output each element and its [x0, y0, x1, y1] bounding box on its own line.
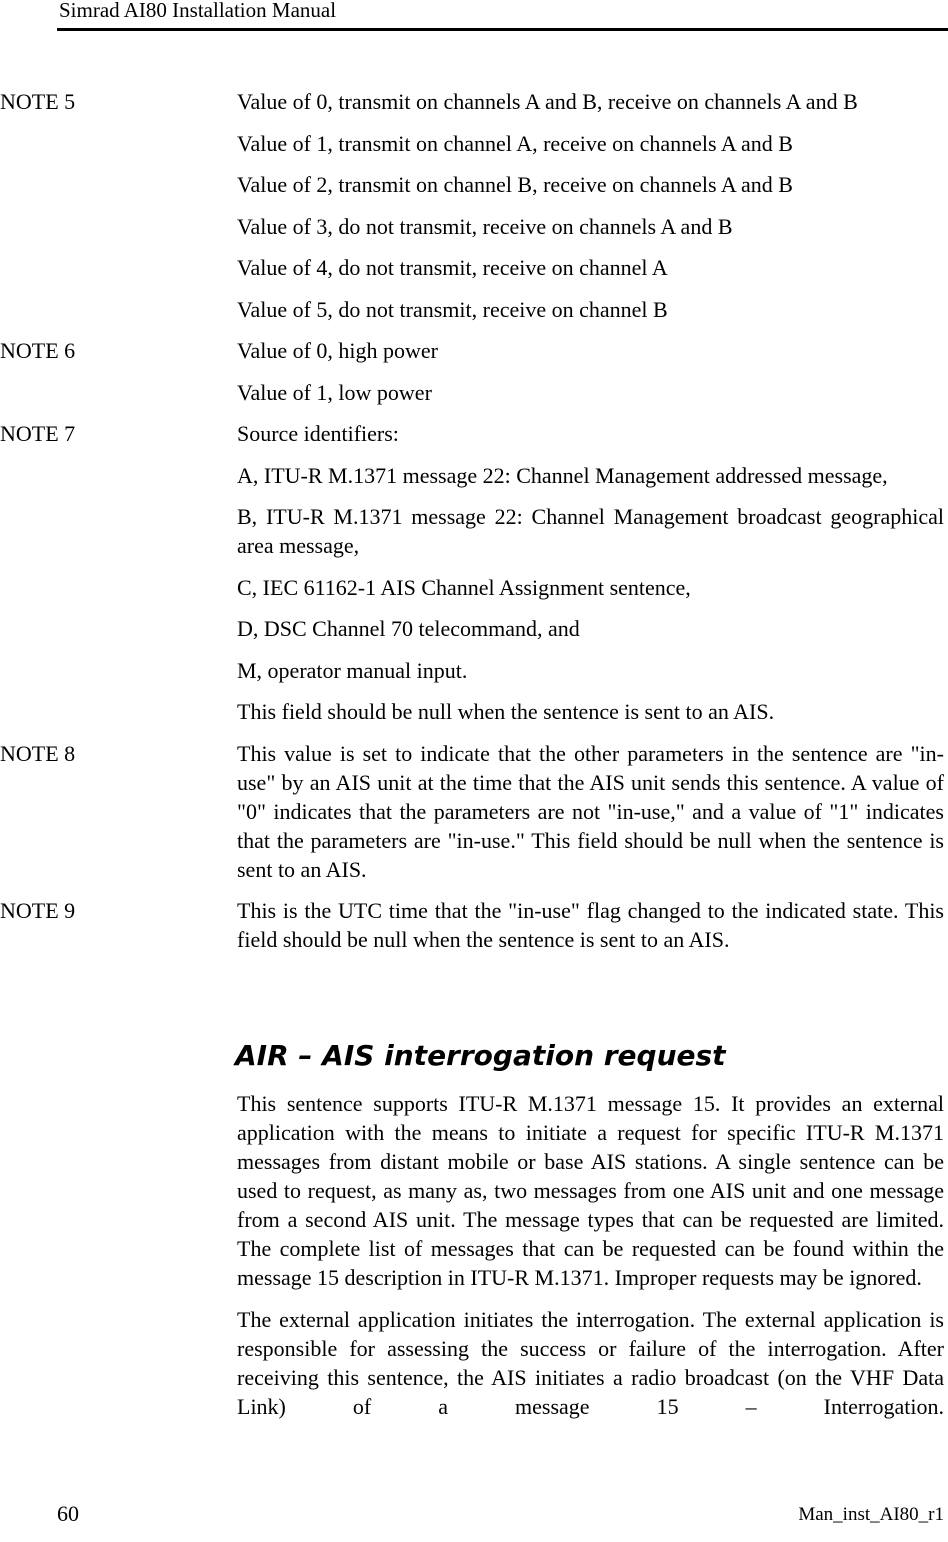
note-label: NOTE 9	[0, 898, 76, 923]
document-reference: Man_inst_AI80_r1	[798, 1504, 944, 1525]
note-paragraph: This field should be null when the sentence is sent to an AIS.	[237, 699, 775, 724]
section-heading: AIR – AIS interrogation request	[235, 1039, 726, 1072]
notes-list	[0, 87, 948, 967]
note-label: NOTE 6	[0, 338, 76, 363]
note-body	[237, 739, 944, 884]
header-title: Simrad AI80 Installation Manual	[59, 0, 337, 22]
section-body	[237, 1089, 944, 1433]
note-5	[0, 87, 948, 324]
note-paragraph: Value of 4, do not transmit, receive on channel A	[237, 255, 668, 280]
note-paragraph: This value is set to indicate that the other parameters in the sentence are "in-use" by an AIS unit at the time that the AIS unit sends this sentence. A value of "0" indicates that the parameters are not "in-use," and a value of "1" indicates that the parameters are "in-use." This field should be null when the sentence is sent to an AIS.	[237, 740, 944, 882]
note-9	[0, 896, 948, 954]
note-paragraph: Value of 3, do not transmit, receive on channels A and B	[237, 213, 733, 239]
note-paragraph: D, DSC Channel 70 telecommand, and	[237, 616, 580, 641]
note-paragraph: This is the UTC time that the "in-use" flag changed to the indicated state. This field should be null when the sentence is sent to an AIS.	[237, 898, 944, 952]
note-label: NOTE 7	[0, 421, 76, 446]
note-body	[237, 336, 944, 407]
note-paragraph: M, operator manual input.	[237, 657, 468, 683]
note-paragraph: Value of 5, do not transmit, receive on channel B	[237, 296, 668, 322]
note-paragraph: B, ITU-R M.1371 message 22: Channel Management broadcast geographical area message,	[237, 504, 944, 558]
note-label: NOTE 8	[0, 740, 76, 766]
note-body	[237, 419, 944, 726]
note-paragraph: Value of 2, transmit on channel B, receive on channels A and B	[237, 172, 793, 197]
page-number: 60	[57, 1501, 79, 1526]
note-paragraph: Value of 1, low power	[237, 379, 432, 405]
note-7	[0, 419, 948, 726]
section-paragraph: This sentence supports ITU-R M.1371 message 15. It provides an external application with the means to initiate a request for specific ITU-R M.1371 messages from distant mobile or base AIS stations. A single sentence can be used to request, as many as, two messages from one AIS unit and one message from a second AIS unit. The message types that can be requested are limited. The complete list of messages that can be requested can be found within the message 15 description in ITU-R M.1371. Improper requests may be ignored.	[237, 1091, 944, 1290]
note-paragraph: A, ITU-R M.1371 message 22: Channel Management addressed message,	[237, 462, 888, 488]
note-paragraph: Value of 0, high power	[237, 338, 439, 363]
note-body	[237, 896, 944, 954]
note-paragraph: Source identifiers:	[237, 421, 399, 446]
note-paragraph: Value of 1, transmit on channel A, receive on channels A and B	[237, 130, 793, 156]
note-body	[237, 87, 944, 324]
page-header	[57, 0, 948, 31]
note-paragraph: Value of 0, transmit on channels A and B, receive on channels A and B	[237, 89, 858, 114]
note-paragraph: C, IEC 61162-1 AIS Channel Assignment sentence,	[237, 574, 691, 600]
note-6	[0, 336, 948, 407]
section-paragraph: The external application initiates the interrogation. The external application is responsible for assessing the success or failure of the interrogation. After receiving this sentence, the AIS initiates a radio broadcast (on the VHF Data Link) of a message 15 – Interrogation.	[237, 1306, 944, 1419]
note-label: NOTE 5	[0, 89, 76, 114]
note-8	[0, 739, 948, 884]
